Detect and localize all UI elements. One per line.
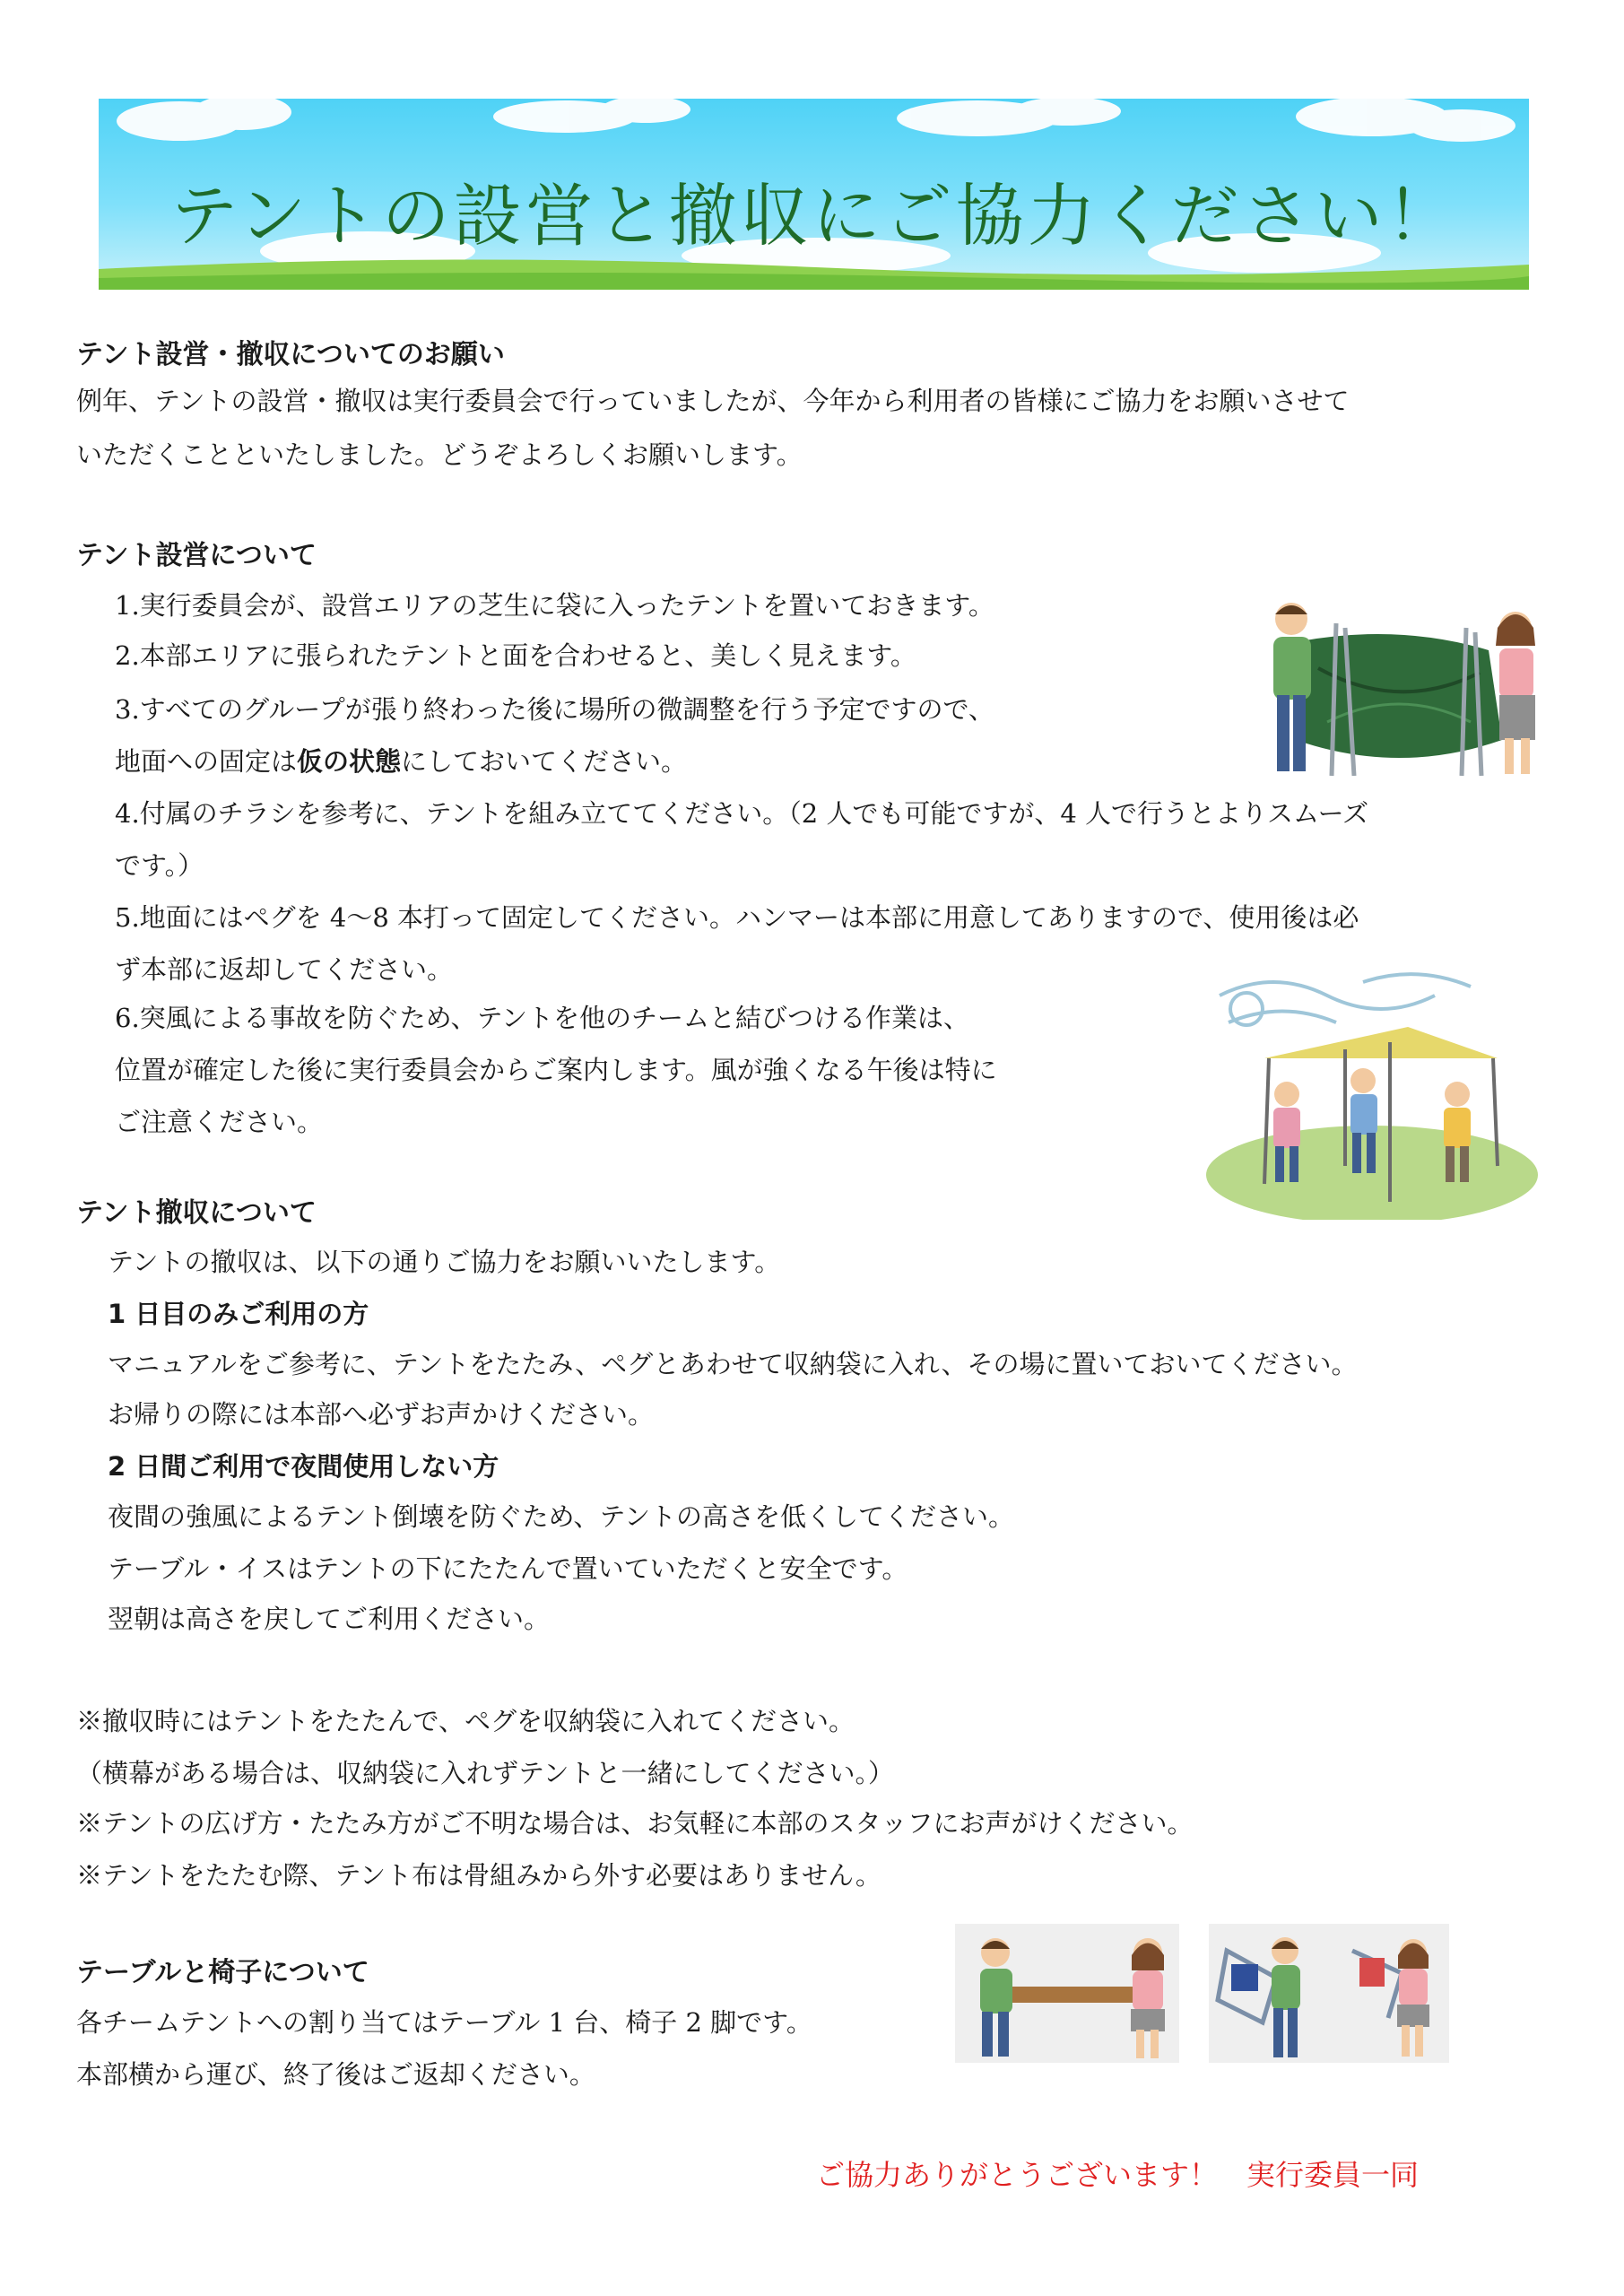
setup-line-3b-pre: 地面への固定は — [115, 746, 298, 777]
setup-line-6: 6.突風による事故を防ぐため、テントを他のチームと結びつける作業は、 — [115, 1003, 970, 1033]
teardown-intro: テントの撤収は、以下の通りご協力をお願いいたします。 — [108, 1247, 781, 1277]
teardown-heading: テント撤収について — [76, 1197, 317, 1229]
tables-line-2: 本部横から運び、終了後はご返却ください。 — [76, 2059, 595, 2090]
people-carrying-table-illustration — [955, 1924, 1179, 2063]
intro-line-1: 例年、テントの設営・撤収は実行委員会で行っていましたが、今年から利用者の皆様にご協力をお願いさせて — [76, 386, 1350, 416]
setup-line-3b — [115, 746, 687, 778]
day2-line-3: 翌朝は高さを戻してご利用ください。 — [108, 1604, 551, 1634]
day1-line-1: マニュアルをご参考に、テントをたたみ、ペグとあわせて収納袋に入れ、その場に置いておいてください。 — [108, 1349, 1358, 1379]
tables-heading: テーブルと椅子について — [76, 1957, 369, 1988]
setup-line-6c: ご注意ください。 — [115, 1107, 324, 1137]
day2-line-1: 夜間の強風によるテント倒壊を防ぐため、テントの高さを低くしてください。 — [108, 1501, 1014, 1532]
banner-title: テントの設営と撤収にご協力ください！ — [169, 176, 1458, 256]
day2-line-2: テーブル・イスはテントの下にたたんで置いていただくと安全です。 — [108, 1553, 908, 1584]
people-carrying-chairs-illustration — [1209, 1924, 1449, 2063]
setup-line-5b: ず本部に返却してください。 — [115, 954, 454, 985]
setup-line-5: 5.地面にはペグを 4〜8 本打って固定してください。ハンマーは本部に用意してありますので、使用後は必 — [115, 902, 1359, 933]
day2-heading: 2 日間ご利用で夜間使用しない方 — [108, 1451, 499, 1482]
note-1: ※撤収時にはテントをたたんで、ペグを収納袋に入れてください。 — [76, 1706, 855, 1736]
note-3: ※テントの広げ方・たたみ方がご不明な場合は、お気軽に本部のスタッフにお声がけください。 — [76, 1808, 1194, 1839]
day1-heading: 1 日目のみご利用の方 — [108, 1299, 369, 1329]
setup-line-3b-post: にしておいてください。 — [401, 746, 688, 777]
setup-line-2: 2.本部エリアに張られたテントと面を合わせると、美しく見えます。 — [115, 640, 916, 671]
note-4: ※テントをたたむ際、テント布は骨組みから外す必要はありません。 — [76, 1860, 881, 1891]
setup-line-4: 4.付属のチラシを参考に、テントを組み立ててください。（2 人でも可能ですが、4 人で行うとよりスムーズ — [115, 798, 1369, 829]
header-banner — [99, 99, 1529, 290]
setup-line-3: 3.すべてのグループが張り終わった後に場所の微調整を行う予定ですので、 — [115, 694, 994, 725]
intro-heading: テント設営・撤収についてのお願い — [76, 339, 505, 370]
setup-line-3b-bold: 仮の状態 — [297, 746, 402, 777]
people-spreading-tent-illustration — [1246, 587, 1542, 780]
day1-line-2: お帰りの際には本部へ必ずお声かけください。 — [108, 1399, 655, 1430]
thanks-message: ご協力ありがとうございます！ 実行委員一同 — [816, 2158, 1420, 2192]
intro-line-2: いただくことといたしました。どうぞよろしくお願いします。 — [76, 439, 803, 470]
note-2: （横幕がある場合は、収納袋に入れずテントと一緒にしてください。） — [76, 1758, 895, 1788]
setup-heading: テント設営について — [76, 540, 317, 571]
setup-line-6b: 位置が確定した後に実行委員会からご案内します。風が強くなる午後は特に — [115, 1055, 997, 1085]
setup-line-4b: です。） — [115, 850, 204, 881]
tables-line-1: 各チームテントへの割り当てはテーブル 1 台、椅子 2 脚です。 — [76, 2007, 812, 2038]
windy-tent-illustration — [1202, 960, 1538, 1220]
setup-line-1: 1.実行委員会が、設営エリアの芝生に袋に入ったテントを置いておきます。 — [115, 590, 994, 621]
